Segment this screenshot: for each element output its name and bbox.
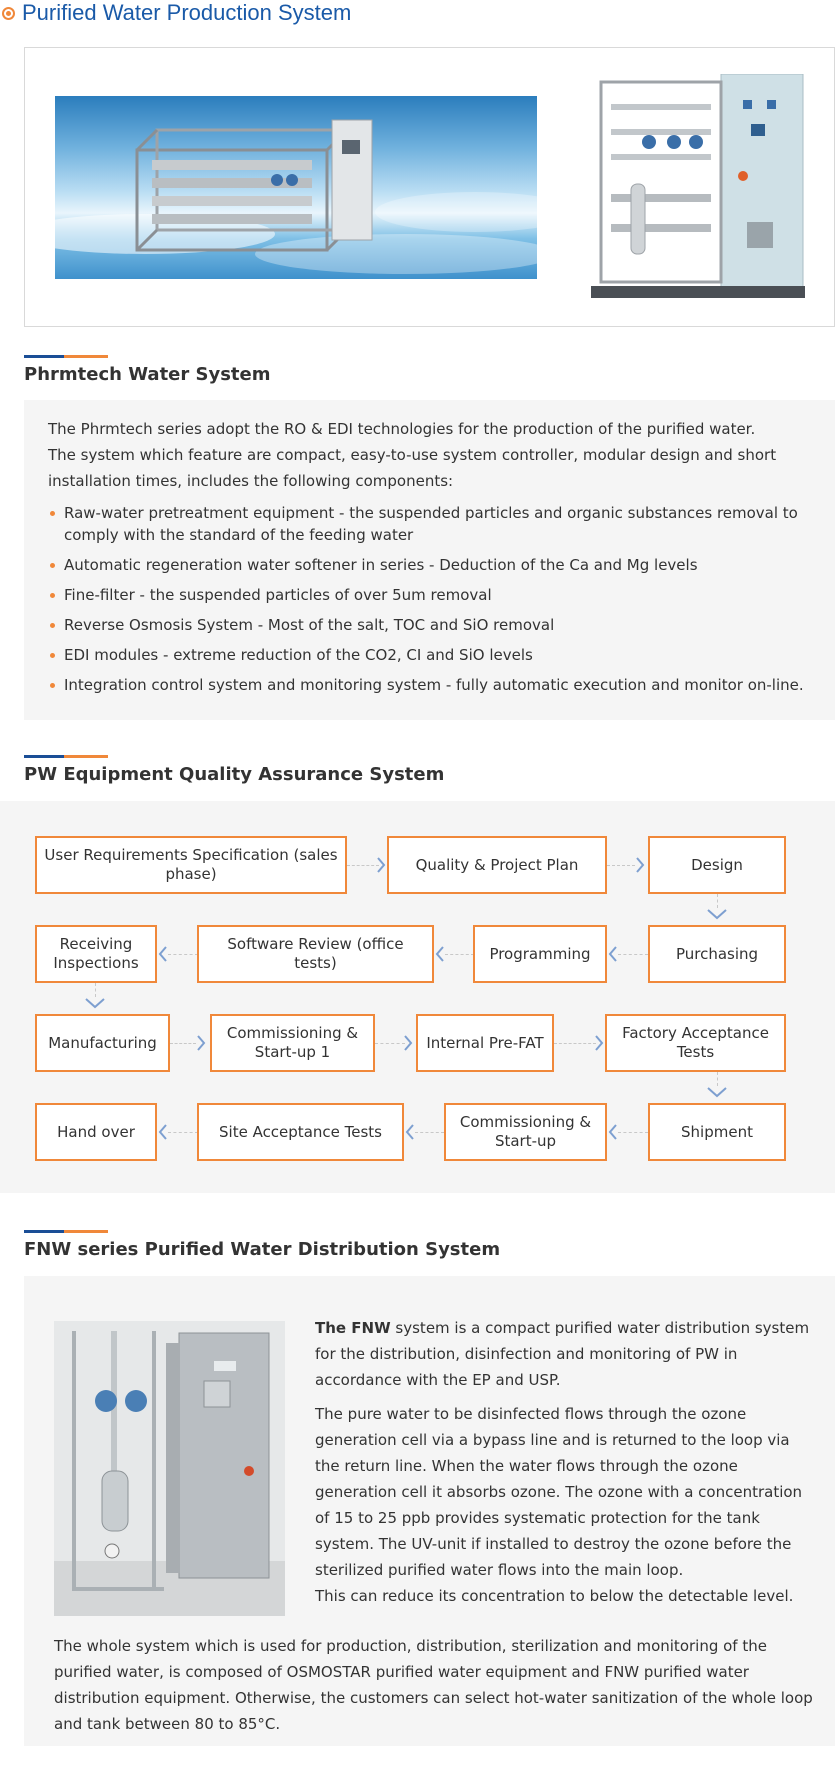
section-title: Phrmtech Water System xyxy=(24,364,271,385)
page-title xyxy=(0,0,351,26)
fnw-description xyxy=(315,1315,815,1617)
step-sat: Site Acceptance Tests xyxy=(197,1103,404,1161)
step-purchasing: Purchasing xyxy=(648,925,786,983)
list-item: Integration control system and monitoring system - fully automatic execution and monitor on-line. xyxy=(48,674,813,696)
section-heading-phrmtech xyxy=(24,355,271,385)
fnw-bold-lead: The FNW xyxy=(315,1319,391,1337)
arrow-down-icon xyxy=(706,1086,728,1098)
fnw-paragraph-1-rest: system is a compact purified water distribution system for the distribution, disinfection and monitoring of PW in accordance with the EP and USP. xyxy=(315,1319,810,1389)
hero-image-box xyxy=(24,47,835,327)
arrow-right-icon xyxy=(635,856,645,874)
arrow-right-icon xyxy=(196,1034,206,1052)
arrow-down-icon xyxy=(84,997,106,1009)
water-system-machine-icon xyxy=(127,110,379,262)
list-item: Raw-water pretreatment equipment - the suspended particles and organic substances removal to comply with the standard of the feeding water xyxy=(48,502,813,546)
section-title: PW Equipment Quality Assurance System xyxy=(24,764,445,785)
section-title: FNW series Purified Water Distribution System xyxy=(24,1239,501,1260)
step-quality-plan: Quality & Project Plan xyxy=(387,836,607,894)
step-shipment: Shipment xyxy=(648,1103,786,1161)
step-internal-fat: Internal Pre-FAT xyxy=(416,1014,554,1072)
page-title-text: Purified Water Production System xyxy=(22,0,352,25)
fnw-unit-photo xyxy=(54,1321,285,1616)
arrow-left-icon xyxy=(405,1123,415,1141)
phrmtech-description-box xyxy=(24,400,835,720)
step-fat: Factory Acceptance Tests xyxy=(605,1014,786,1072)
step-commissioning-2: Commissioning & Start-up xyxy=(444,1103,607,1161)
step-urs: User Requirements Specification (sales phase) xyxy=(35,836,347,894)
title-bullet-icon xyxy=(2,7,15,20)
section-heading-qa xyxy=(24,755,444,785)
step-receiving: Receiving Inspections xyxy=(35,925,157,983)
arrow-left-icon xyxy=(158,1123,168,1141)
arrow-left-icon xyxy=(158,945,168,963)
arrow-down-icon xyxy=(706,908,728,920)
arrow-right-icon xyxy=(594,1034,604,1052)
intro-line-2: The system which feature are compact, easy-to-use system controller, modular design and short installation times, includes the following components: xyxy=(48,446,777,490)
list-item: Reverse Osmosis System - Most of the salt, TOC and SiO removal xyxy=(48,614,813,636)
arrow-left-icon xyxy=(608,1123,618,1141)
list-item: Fine-filter - the suspended particles of over 5um removal xyxy=(48,584,813,606)
step-design: Design xyxy=(648,836,786,894)
section-heading-fnw xyxy=(24,1230,500,1260)
step-handover: Hand over xyxy=(35,1103,157,1161)
fnw-summary: The whole system which is used for production, distribution, sterilization and monitoring of the purified water, is composed of OSMOSTAR purified water equipment and FNW purified water distribution equipment. Otherwise, the customers can select hot-water sanitization of the whole loop and tank between 80 to 85°C. xyxy=(54,1637,813,1733)
step-manufacturing: Manufacturing xyxy=(35,1014,170,1072)
fnw-paragraph-3: This can reduce its concentration to below the detectable level. xyxy=(315,1587,794,1605)
list-item: EDI modules - extreme reduction of the CO2, CI and SiO levels xyxy=(48,644,813,666)
arrow-right-icon xyxy=(403,1034,413,1052)
step-software-review: Software Review (office tests) xyxy=(197,925,434,983)
fnw-paragraph-1 xyxy=(315,1315,815,1393)
arrow-left-icon xyxy=(608,945,618,963)
component-list xyxy=(48,502,813,696)
fnw-paragraph-2: The pure water to be disinfected flows through the ozone generation cell via a bypass line and is returned to the loop via the return line. When the water flows through the ozone generation cell it absorbs ozone. The ozone with a concentration of 15 to 25 ppb provides systematic protection for the tank system. The UV-unit if installed to destroy the ozone before the sterilized purified water flows into the main loop. xyxy=(315,1405,803,1579)
arrow-right-icon xyxy=(376,856,386,874)
water-system-photo xyxy=(55,96,537,279)
list-item: Automatic regeneration water softener in series - Deduction of the Ca and Mg levels xyxy=(48,554,813,576)
step-commissioning-1: Commissioning & Start-up 1 xyxy=(210,1014,375,1072)
cabinet-photo xyxy=(591,74,805,302)
arrow-left-icon xyxy=(435,945,445,963)
intro-line-1: The Phrmtech series adopt the RO & EDI technologies for the production of the purified water. xyxy=(48,420,756,438)
step-programming: Programming xyxy=(473,925,607,983)
